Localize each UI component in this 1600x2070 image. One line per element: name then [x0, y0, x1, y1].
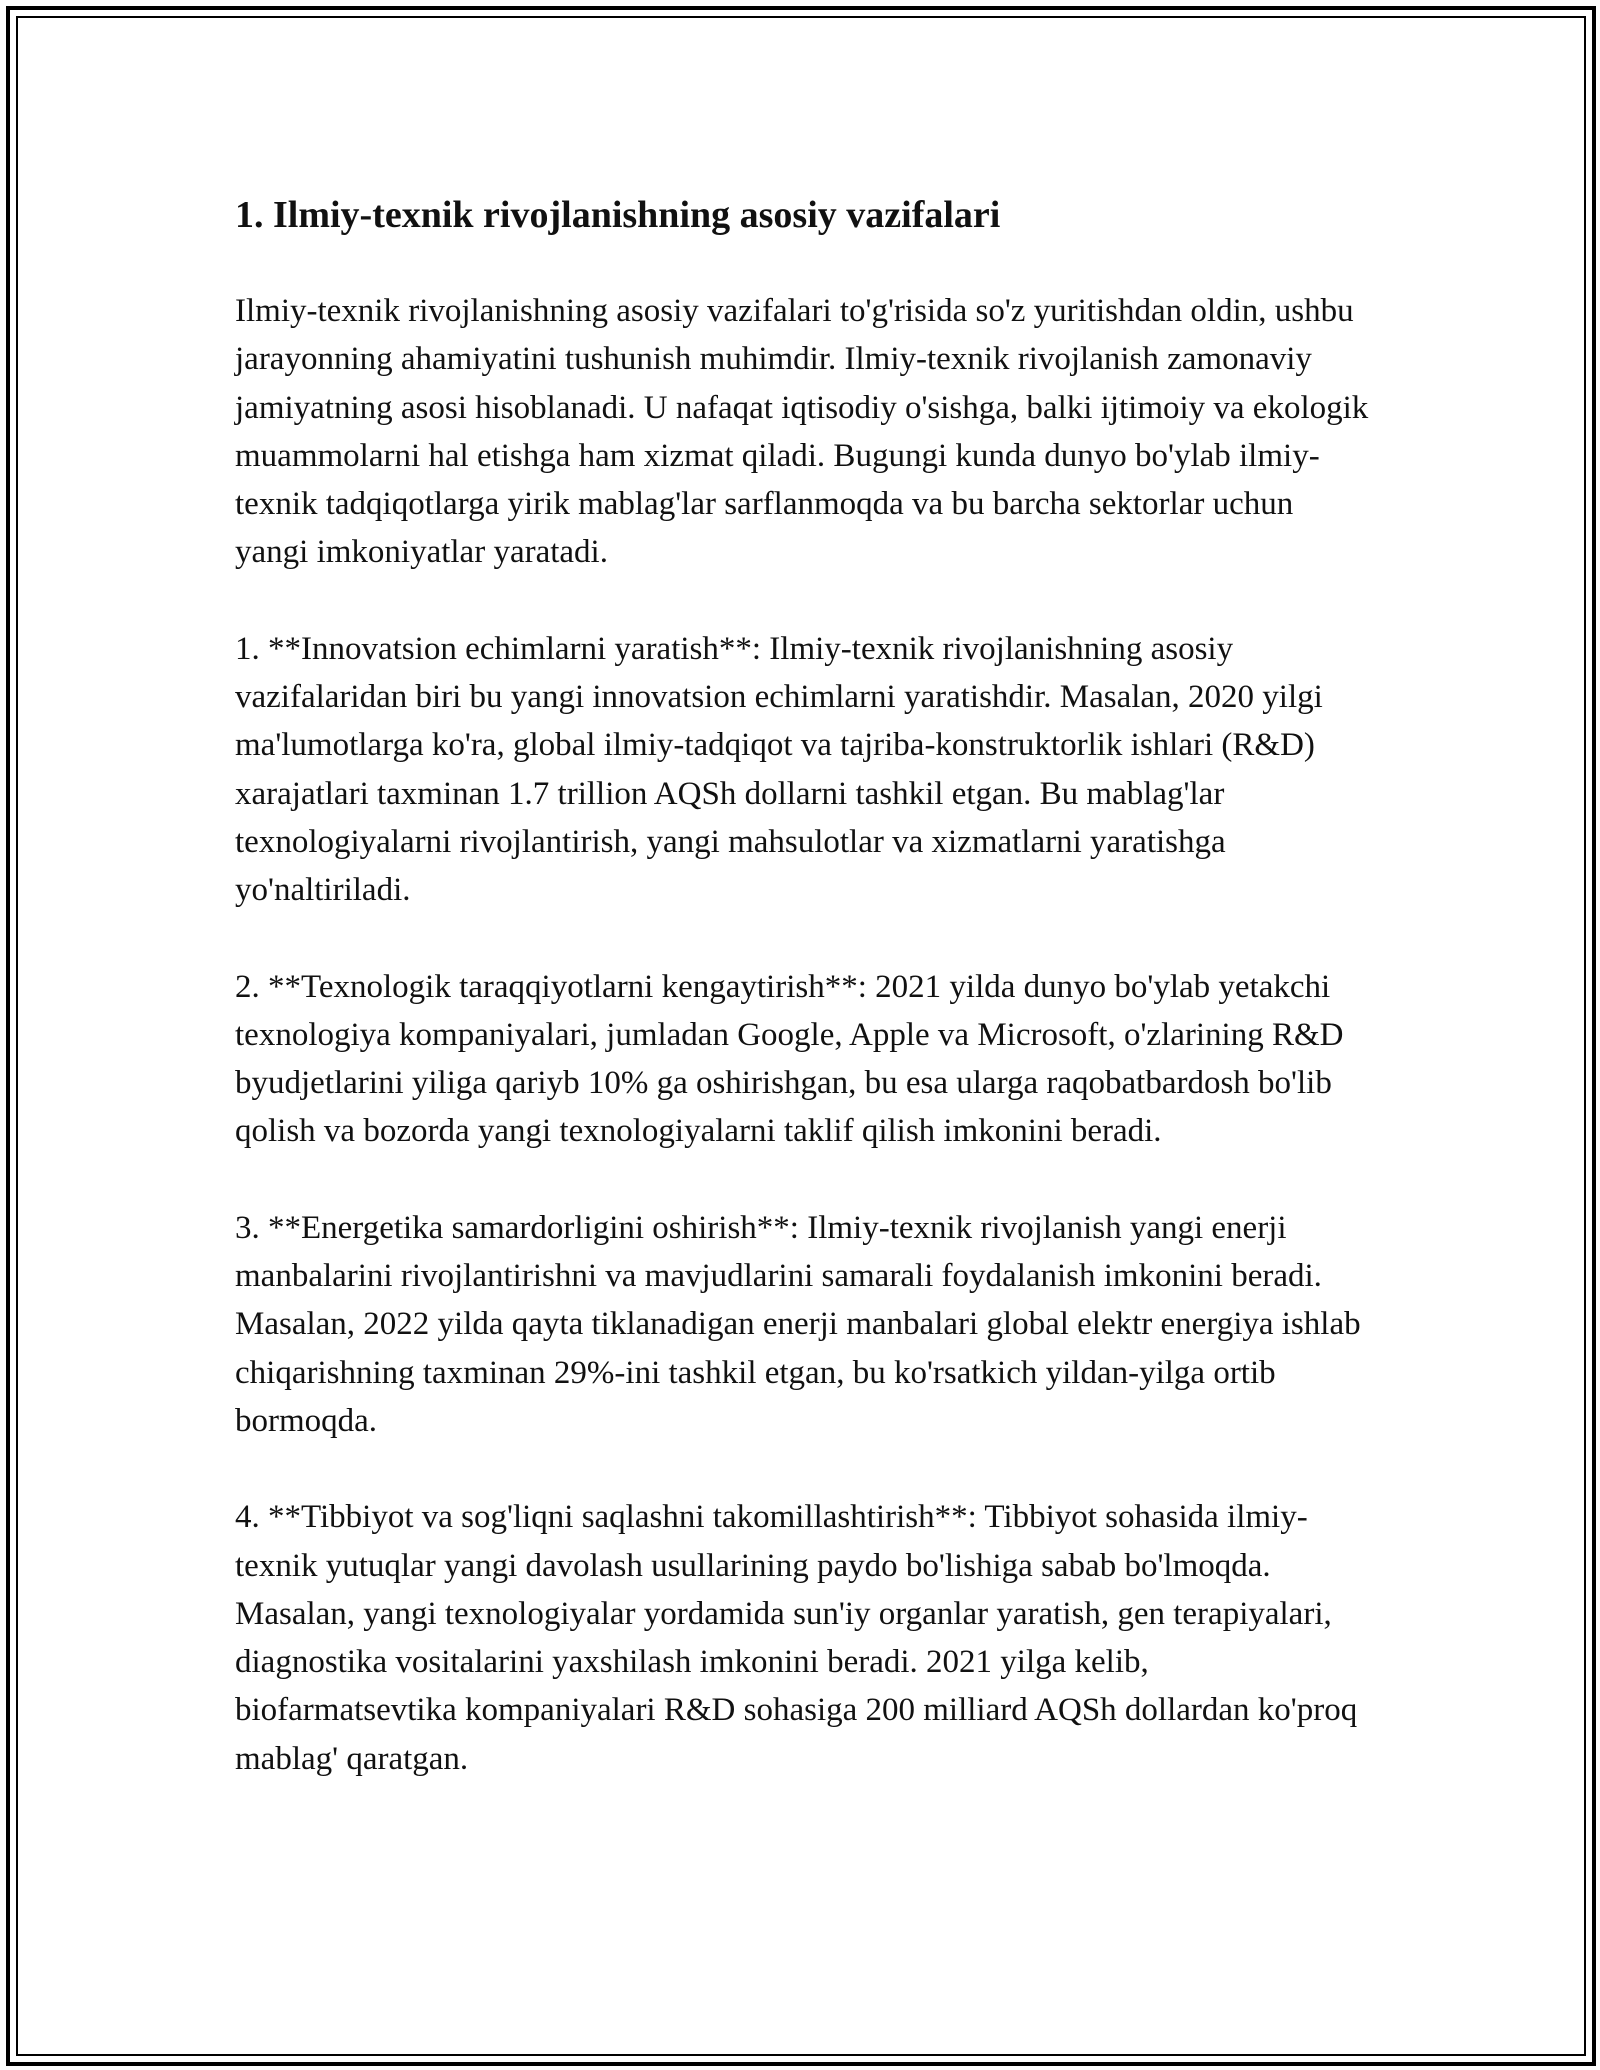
section-heading: 1. Ilmiy-texnik rivojlanishning asosiy vazifalari [235, 194, 1001, 236]
intro-paragraph: Ilmiy-texnik rivojlanishning asosiy vazifalari to'g'risida so'z yuritishdan oldin, ushbu jarayonning ahamiyatini tushunish muhimdir. Ilmiy-texnik rivojlanish zamonaviy jamiyatning asosi hisoblanadi. U nafaqat iqtisodiy o'sishga, balki ijtimoiy va ekologik muammolarni hal etishga ham xizmat qiladi. Bugungi kunda dunyo bo'ylab ilmiy-texnik tadqiqotlarga yirik mablag'lar sarflanmoqda va bu barcha sektorlar uchun yangi imkoniyatlar yaratadi. [235, 293, 1369, 571]
paragraph-innovation: 1. **Innovatsion echimlarni yaratish**: Ilmiy-texnik rivojlanishning asosiy vazifalaridan biri bu yangi innovatsion echimlarni yaratishdir. Masalan, 2020 yilgi ma'lumotlarga ko'ra, global ilmiy-tadqiqot va tajriba-konstruktorlik ishlari (R&D) xarajatlari taxminan 1.7 trillion AQSh dollarni tashkil etgan. Bu mablag'lar texnologiyalarni rivojlantirish, yangi mahsulotlar va xizmatlarni yaratishga yo'naltiriladi. [235, 630, 1323, 909]
paragraph-medicine: 4. **Tibbiyot va sog'liqni saqlashni takomillashtirish**: Tibbiyot sohasida ilmiy-texnik yutuqlar yangi davolash usullarining paydo bo'lishiga sabab bo'lmoqda. Masalan, yangi texnologiyalar yordamida sun'iy organlar yaratish, gen terapiyalari, diagnostika vositalarini yaxshilash imkonini beradi. 2021 yilga kelib, biofarmatsevtika kompaniyalari R&D sohasiga 200 milliard AQSh dollardan ko'proq mablag' qaratgan. [235, 1499, 1358, 1777]
document-body [235, 183, 1370, 1831]
paragraph-energy: 3. **Energetika samardorligini oshirish**: Ilmiy-texnik rivojlanish yangi enerji manbalarini rivojlantirishni va mavjudlarini samarali foydalanish imkonini beradi. Masalan, 2022 yilda qayta tiklanadigan enerji manbalari global elektr energiya ishlab chiqarishning taxminan 29%-ini tashkil etgan, bu ko'rsatkich yildan-yilga ortib bormoqda. [235, 1209, 1361, 1439]
paragraph-technology: 2. **Texnologik taraqqiyotlarni kengaytirish**: 2021 yilda dunyo bo'ylab yetakchi texnologiya kompaniyalari, jumladan Google, Apple va Microsoft, o'zlarining R&D byudjetlarini yiliga qariyb 10% ga oshirishgan, bu esa ularga raqobatbardosh bo'lib qolish va bozorda yangi texnologiyalarni taklif qilish imkonini beradi. [235, 968, 1344, 1150]
